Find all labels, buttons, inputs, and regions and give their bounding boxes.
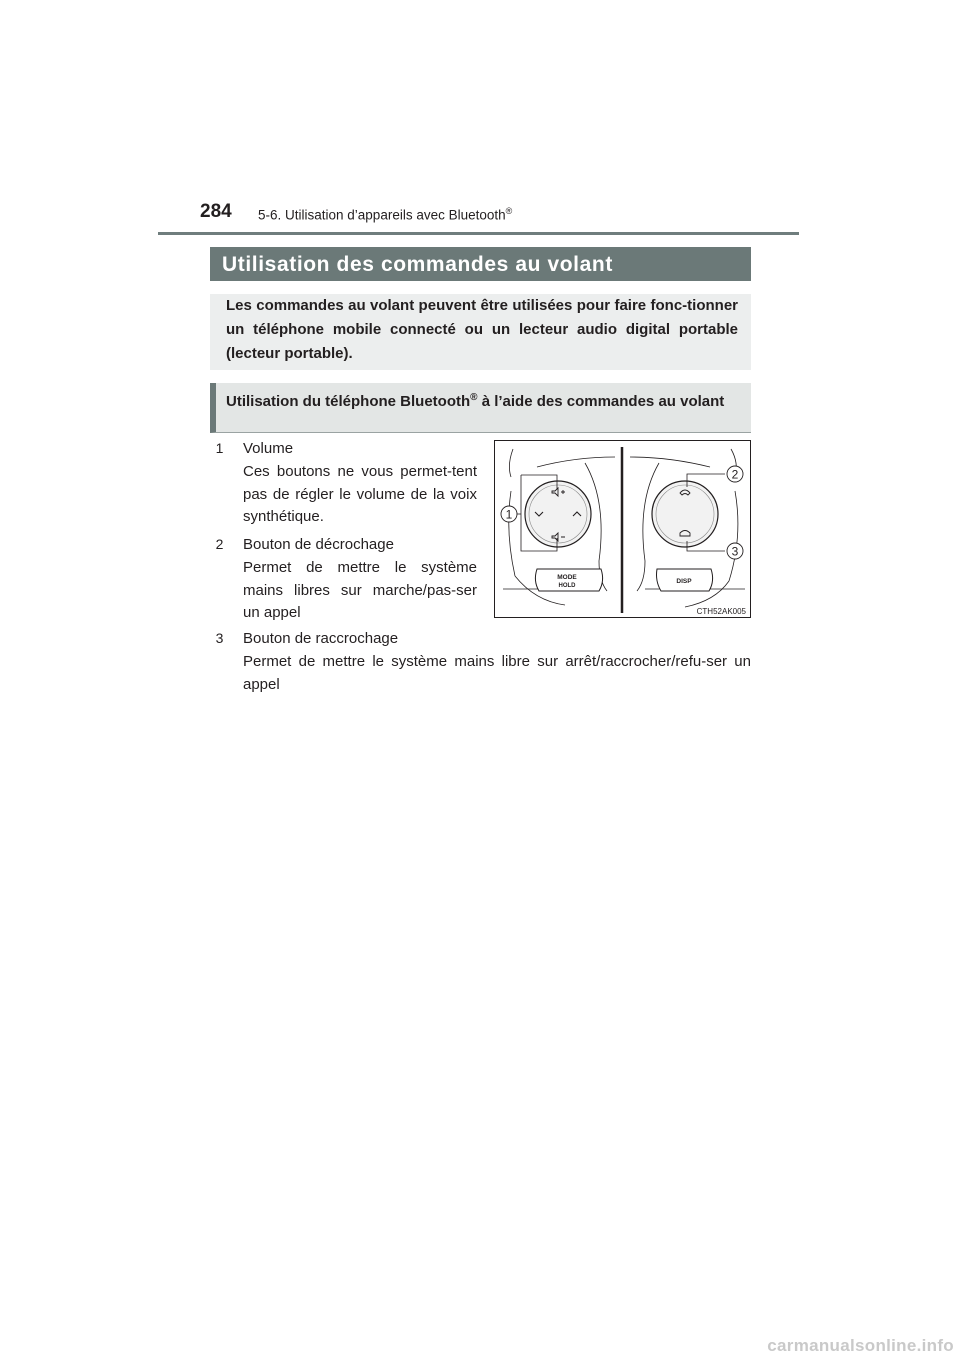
intro-box [210,294,751,370]
intro-text: Les commandes au volant peuvent être utilisées pour faire fonc-tionner un téléphone mobile connecté ou un lecteur audio digital portable (lecteur portable). [226,297,738,362]
callout-3-label: 3 [731,544,739,559]
item-description: Ces boutons ne vous permet-tent pas de régler le volume de la voix synthétique. [243,462,477,526]
item-title: Bouton de raccrochage [243,630,399,647]
item-number: 3 [215,630,224,646]
item-description: Permet de mettre le système mains libres sur marche/pas-ser un appel [243,558,477,622]
right-control-pad [652,481,718,547]
wheel-contour-line [630,457,710,467]
item-title: Bouton de décrochage [243,536,394,553]
steering-wheel-controls-figure [494,440,751,618]
section-title: Utilisation des commandes au volant [222,253,613,276]
section-reference [258,206,512,223]
wheel-contour-line [509,449,513,477]
figure-code: CTH52AK005 [696,607,746,616]
registered-mark: ® [505,206,513,216]
subheading-text: Utilisation du téléphone Bluetooth [226,393,471,410]
subheading-text-end: à l’aide des commandes au volant [477,393,725,410]
wheel-contour-line [537,457,615,467]
disp-label: DISP [676,578,692,585]
subheading [226,387,746,413]
header-rule [158,232,799,235]
steering-wheel-illustration [495,441,750,617]
watermark: carmanualsonline.info [767,1336,954,1355]
callout-2-label: 2 [731,467,739,482]
item-number: 1 [215,440,224,456]
callout-1-label: 1 [505,507,513,522]
wheel-spoke-line [637,561,645,591]
item-description: Permet de mettre le système mains libre sur arrêt/raccrocher/refu-ser un appel [243,652,751,693]
wheel-contour-line [729,491,738,581]
subheading-registered-mark: ® [470,392,478,403]
section-title-bar [210,247,751,281]
item-number: 2 [215,536,224,552]
hold-label: HOLD [558,583,576,589]
mode-label: MODE [557,574,577,581]
section-reference-text: 5-6. Utilisation d’appareils avec Bluetooth [258,207,506,223]
item-title: Volume [243,440,294,457]
page-number: 284 [200,201,232,222]
subheading-bar [210,383,751,433]
wheel-contour-line [509,491,515,576]
